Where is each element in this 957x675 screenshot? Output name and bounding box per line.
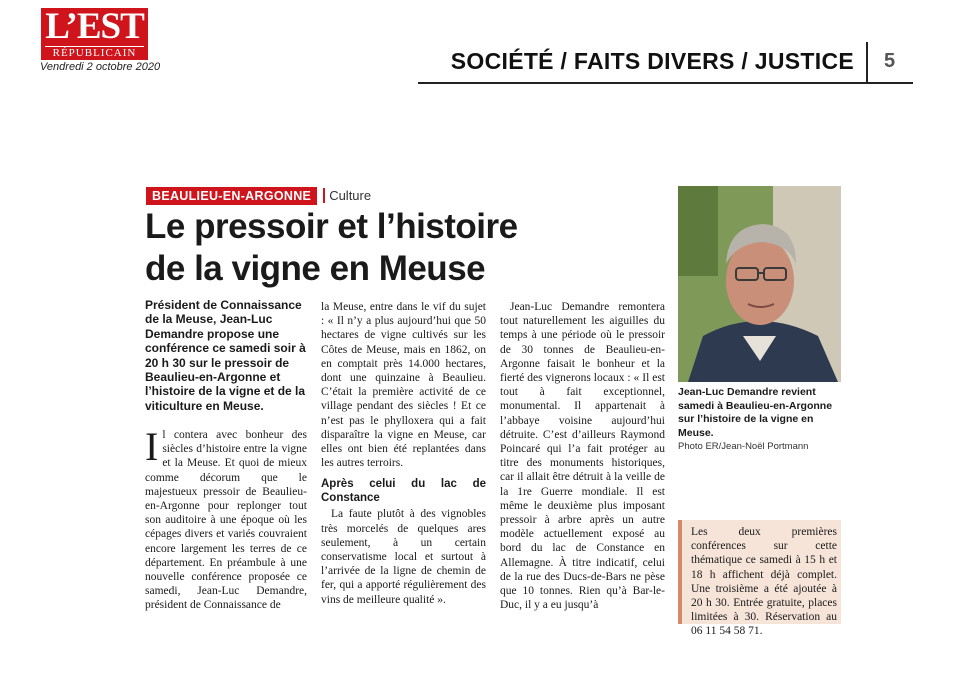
header-rule <box>418 82 913 84</box>
article-subhead: Après celui du lac de Constance <box>321 478 486 504</box>
column-1-text: l contera avec bonheur des siècles d’histoire entre la vigne et la Meuse. Et quoi de mieux comme décorum que le majestueux pressoir de Beaulieu-en-Argonne pour replonger tout son auditoire à une époque où les cépages divers et variés couvraient encore largement les terres de ce département. En préambule à une nouvelle conférence proposée ce samedi, Jean-Luc Demandre, président de Connaissance de <box>145 429 307 612</box>
article-kicker <box>146 186 371 205</box>
issue-date: Vendredi 2 octobre 2020 <box>40 61 161 73</box>
info-box-accent-bar <box>678 520 682 624</box>
article-column-2 <box>321 300 486 607</box>
article-column-1 <box>145 424 307 613</box>
newspaper-logo <box>41 8 148 60</box>
header-divider <box>866 42 868 84</box>
page-number: 5 <box>884 50 896 72</box>
column-2-text: la Meuse, entre dans le vif du sujet : « Il n’y a plus aujourd’hui que 50 hectares de vigne cultivés sur les Côtes de Meuse, mais en 1862, on en comptait près 14.000 hectares, dont une quinzaine à Beaulieu. C’était la première activité de ce village pendant des siècles ! Et ce n’est pas le phylloxera qui a fait disparaître la vigne en Meuse, car elles ont bien été replantées dans les autres terroirs. <box>321 301 486 470</box>
column-3-text: Jean-Luc Demandre remontera tout naturellement les aiguilles du temps à une période où le pressoir de 30 tonnes de Beaulieu-en-Argonne faisait le bonheur et la fierté des vignerons locaux : « Il est tout à fait exceptionnel, monumental. Il appartenait à l’abbaye voisine aujourd’hui détruite. C’est d’ailleurs Raymond Poincaré qui l’a fait protéger au titre des monuments historiques, car il allait être détruit à la veille de la 1re Guerre mondiale. Il est même le deuxième plus imposant pressoir à arbre après un autre modèle actuellement exposé au bord du lac de Constance en Allemagne. À titre indicatif, celui de la rue des Ducs-de-Bars ne pèse que 10 tonnes. Rien qu’à Bar-le-Duc, il y a eu jusqu’à <box>500 301 665 612</box>
article-intro: Président de Connaissance de la Meuse, Jean-Luc Demandre propose une conférence ce samedi soir à 20 h 30 sur le pressoir de Beaulieu-en-Argonne et l’histoire de la vigne et de la viticulture en Meuse. <box>145 298 306 413</box>
article-headline <box>145 206 665 290</box>
drop-cap: I <box>145 424 159 469</box>
caption-text: Jean-Luc Demandre revient samedi à Beaulieu-en-Argonne sur l’histoire de la vigne en Meuse. <box>678 386 833 439</box>
info-box-text: Les deux premières conférences sur cette thématique ce samedi à 15 h et 18 h affichent déjà complet. Une troisième a été ajoutée à 20 h 30. Entrée gratuite, places limitées à 30. Réservation au 06 11 54 58 71. <box>691 526 837 638</box>
headline-line-2: de la vigne en Meuse <box>145 249 486 288</box>
location-badge: BEAULIEU-EN-ARGONNE <box>146 187 317 205</box>
info-box <box>678 520 841 638</box>
photo-credit: Photo ER/Jean-Noël Portmann <box>678 441 809 452</box>
section-title: SOCIÉTÉ / FAITS DIVERS / JUSTICE <box>450 48 854 74</box>
portrait-photo <box>678 186 841 382</box>
column-2-text-b: La faute plutôt à des vignobles très morcelés de quelques ares seulement, à un certain conservatisme local et surtout à l’arrivée de la ligne de chemin de fer, qui a apporté régulièrement des vins de meilleure qualité ». <box>321 508 486 606</box>
logo-main-text: L’EST <box>45 6 144 47</box>
article-column-3 <box>500 300 665 612</box>
portrait-illustration <box>678 186 841 382</box>
category-label: Culture <box>323 188 371 203</box>
logo-sub-text: RÉPUBLICAIN <box>45 46 144 59</box>
photo-caption <box>678 386 843 454</box>
headline-line-1: Le pressoir et l’histoire <box>145 207 518 246</box>
